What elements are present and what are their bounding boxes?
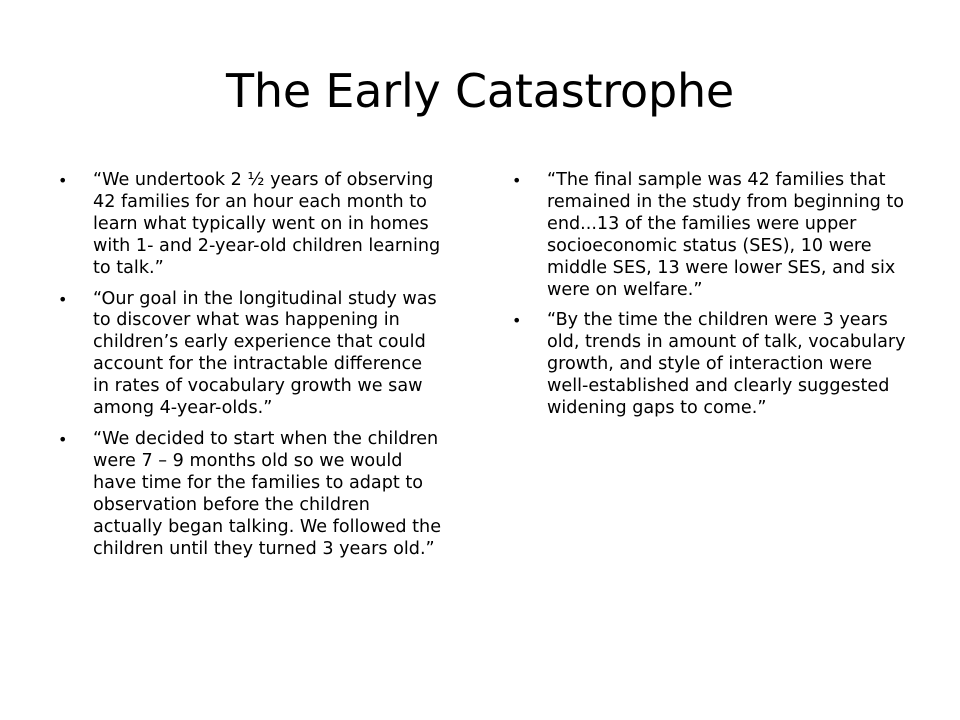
bullet-icon: • xyxy=(58,289,68,309)
list-item xyxy=(58,289,443,420)
list-item xyxy=(58,429,443,560)
left-column xyxy=(58,170,443,569)
bullet-icon: • xyxy=(58,171,68,190)
bullet-icon: • xyxy=(512,171,522,190)
bullet-text: “By the time the children were 3 years old, trends in amount of talk, vocabulary growth, and style of interaction were well-established and clearly suggested widening gaps to come.” xyxy=(547,310,906,419)
bullet-text: “We undertook 2 ½ years of observing 42 families for an hour each month to learn what typically went on in homes with 1- and 2-year-old children learning to talk.” xyxy=(93,170,441,278)
right-column xyxy=(512,170,912,429)
bullet-text: “We decided to start when the children were 7 – 9 months old so we would have time for the families to adapt to observation before the children actually began talking. We followed the children until they turned 3 years old.” xyxy=(93,428,442,559)
bullet-text: “The final sample was 42 families that remained in the study from beginning to end...13 of the families were upper socioeconomic status (SES), 10 were middle SES, 13 were lower SES, and six were on welfare.” xyxy=(547,170,905,300)
bullet-icon: • xyxy=(58,429,68,449)
bullet-icon: • xyxy=(512,311,522,331)
bullet-text: “Our goal in the longitudinal study was to discover what was happening in children’s early experience that could account for the intractable difference in rates of vocabulary growth we saw among 4-year-olds.” xyxy=(93,288,437,419)
list-item xyxy=(512,170,912,301)
list-item xyxy=(58,170,443,280)
list-item xyxy=(512,310,912,420)
slide-title: The Early Catastrophe xyxy=(226,64,734,118)
